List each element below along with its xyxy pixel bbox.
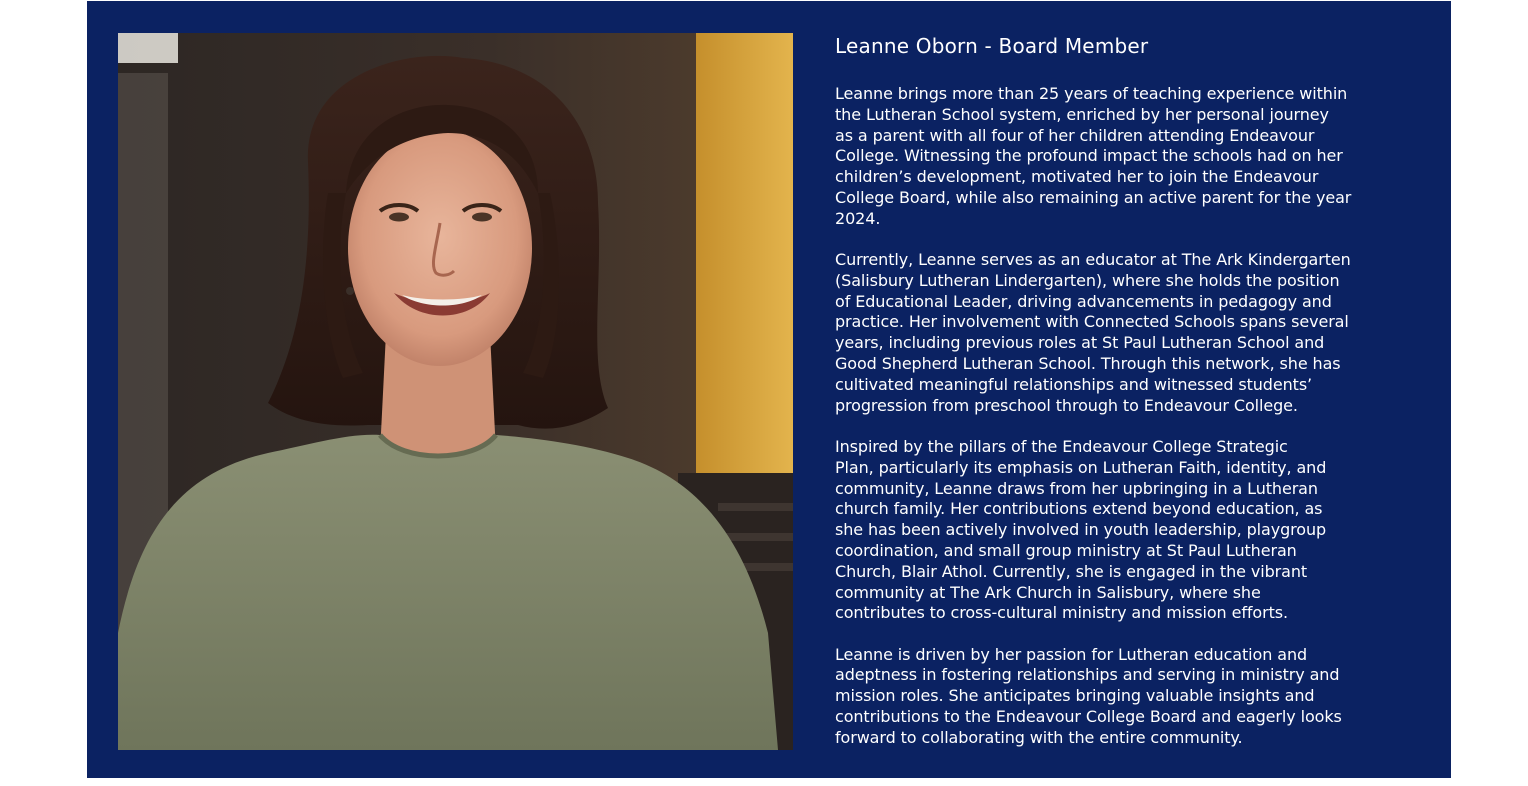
profile-heading: Leanne Oborn - Board Member [835,34,1149,58]
bio-section [835,32,1435,769]
bio-paragraph-3: Inspired by the pillars of the Endeavour College Strategic Plan, particularly its emphasis on Lutheran Faith, identity, and community, Leanne draws from her upbringing in a Lutheran church family. Her contributions extend beyond education, as she has been actively involved in youth leadership, playgroup coordination, and small group ministry at St Paul Lutheran Church, Blair Athol. Currently, she is engaged in the vibrant community at The Ark Church in Salisbury, where she contributes to cross-cultural ministry and mission efforts. [835,436,1327,623]
bio-paragraph-4: Leanne is driven by her passion for Lutheran education and adeptness in fostering relationships and serving in ministry and mission roles. She anticipates bringing valuable insights and contributions to the Endeavour College Board and eagerly looks forward to collaborating with the entire community. [835,644,1342,747]
portrait-photo [118,33,793,750]
bio-paragraph-2: Currently, Leanne serves as an educator at The Ark Kindergarten (Salisbury Lutheran Lindergarten), where she holds the position of Educational Leader, driving advancements in pedagogy and practice. Her involvement with Connected Schools spans several years, including previous roles at St Paul Lutheran School and Good Shepherd Lutheran School. Through this network, she has cultivated meaningful relationships and witnessed students’ progression from preschool through to Endeavour College. [835,250,1351,415]
bio-paragraph-1: Leanne brings more than 25 years of teaching experience within the Lutheran School system, enriched by her personal journey as a parent with all four of her children attending Endeavour College. Witnessing the profound impact the schools had on her children’s development, motivated her to join the Endeavour College Board, while also remaining an active parent for the year 2024. [835,84,1352,228]
